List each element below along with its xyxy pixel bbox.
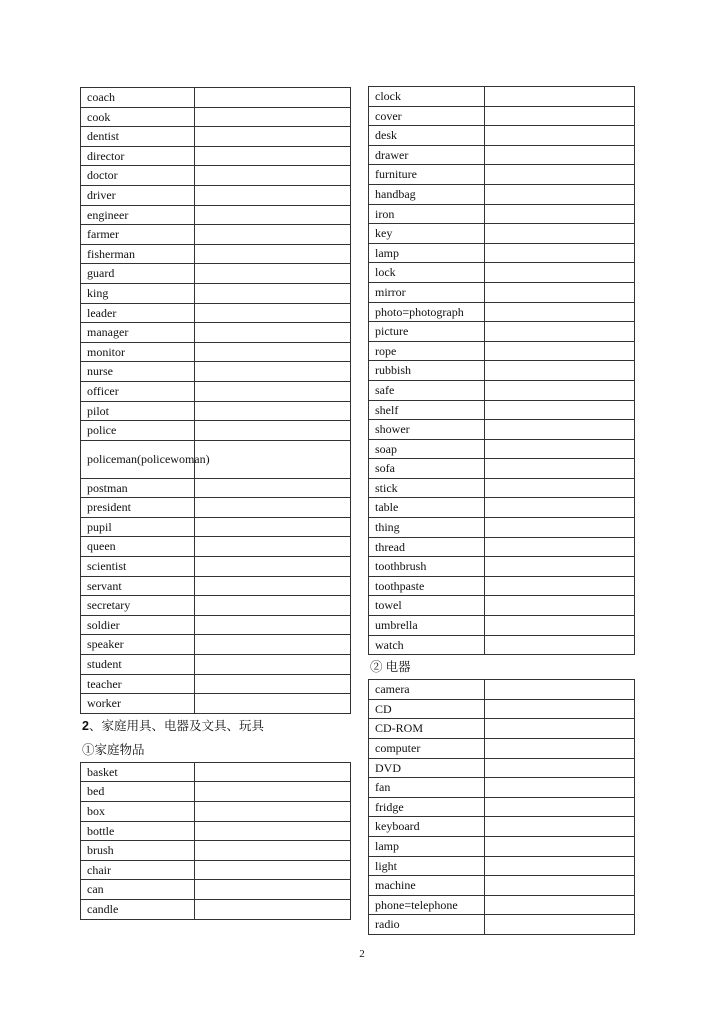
vocab-row [81,899,351,919]
section-2-number: 2 [82,718,89,733]
translation-blank [485,719,635,739]
section-2-heading [80,714,351,738]
translation-blank [195,674,351,694]
vocab-row [81,185,351,205]
vocab-word: engineer [81,205,195,225]
translation-blank [195,185,351,205]
vocab-word: umbrella [369,616,485,636]
translation-blank [485,106,635,126]
translation-blank [485,596,635,616]
translation-blank [195,841,351,861]
translation-blank [195,107,351,127]
vocab-word: bed [81,782,195,802]
vocab-row [369,778,635,798]
vocab-row [81,821,351,841]
translation-blank [195,694,351,714]
appliances-table [368,679,635,935]
vocab-row [369,719,635,739]
vocab-word: photo=photograph [369,302,485,322]
translation-blank [485,204,635,224]
translation-blank [195,362,351,382]
translation-blank [195,323,351,343]
translation-blank [485,817,635,837]
translation-blank [485,699,635,719]
vocab-row [369,145,635,165]
vocab-word: fridge [369,797,485,817]
vocab-word: lock [369,263,485,283]
vocab-word: radio [369,915,485,935]
vocab-word: guard [81,264,195,284]
vocab-word: chair [81,860,195,880]
translation-blank [195,381,351,401]
translation-blank [485,439,635,459]
vocab-word: fan [369,778,485,798]
translation-blank [195,537,351,557]
vocab-row [369,361,635,381]
occupations-table [80,87,351,714]
vocab-word: coach [81,88,195,108]
translation-blank [195,283,351,303]
translation-blank [485,459,635,479]
vocab-word: box [81,802,195,822]
translation-blank [485,400,635,420]
vocab-row [369,184,635,204]
translation-blank [195,615,351,635]
vocab-word: clock [369,87,485,107]
vocab-row [369,616,635,636]
translation-blank [195,264,351,284]
vocab-word: brush [81,841,195,861]
appliances-heading: ② 电器 [370,660,411,675]
vocab-word: can [81,880,195,900]
translation-blank [195,225,351,245]
translation-blank [485,518,635,538]
vocab-word: rubbish [369,361,485,381]
vocab-word: camera [369,680,485,700]
translation-blank [485,126,635,146]
vocab-word: student [81,655,195,675]
translation-blank [485,895,635,915]
translation-blank [195,576,351,596]
vocab-row [81,421,351,441]
translation-blank [485,915,635,935]
translation-blank [195,303,351,323]
vocab-row [369,758,635,778]
translation-blank [195,401,351,421]
vocab-row [369,302,635,322]
vocab-word: CD-ROM [369,719,485,739]
translation-blank [195,635,351,655]
vocab-word: sofa [369,459,485,479]
translation-blank [485,557,635,577]
translation-blank [195,880,351,900]
vocab-row [369,478,635,498]
vocab-word: phone=telephone [369,895,485,915]
vocab-word: thing [369,518,485,538]
vocab-word: cook [81,107,195,127]
vocab-word: computer [369,739,485,759]
vocab-word: desk [369,126,485,146]
translation-blank [485,739,635,759]
vocab-row [369,400,635,420]
vocab-row [81,615,351,635]
vocab-word: CD [369,699,485,719]
household-items-heading: ①家庭物品 [82,742,145,757]
vocab-row [81,166,351,186]
vocab-row [369,204,635,224]
vocab-row [369,243,635,263]
vocab-row [369,739,635,759]
vocab-word: scientist [81,557,195,577]
translation-blank [485,680,635,700]
vocab-row [369,224,635,244]
translation-blank [485,758,635,778]
vocab-row [81,841,351,861]
vocab-word: shelf [369,400,485,420]
vocab-word: dentist [81,127,195,147]
vocab-word: DVD [369,758,485,778]
vocab-row [81,517,351,537]
vocab-word: president [81,498,195,518]
vocab-row [369,557,635,577]
vocab-row [369,817,635,837]
vocab-row [81,596,351,616]
vocab-row [81,880,351,900]
translation-blank [485,778,635,798]
vocab-word: pupil [81,517,195,537]
vocab-row [369,439,635,459]
translation-blank [195,899,351,919]
vocab-word: toothpaste [369,576,485,596]
vocab-row [81,107,351,127]
vocab-word: postman [81,478,195,498]
translation-blank [485,836,635,856]
vocab-word: light [369,856,485,876]
vocab-row [81,127,351,147]
vocab-word: monitor [81,342,195,362]
translation-blank [485,380,635,400]
translation-blank [485,856,635,876]
vocab-row [81,88,351,108]
vocab-word: toothbrush [369,557,485,577]
vocab-row [81,283,351,303]
vocab-word: queen [81,537,195,557]
vocab-word: fisherman [81,244,195,264]
translation-blank [195,782,351,802]
vocab-word: cover [369,106,485,126]
vocab-row [81,362,351,382]
translation-blank [195,205,351,225]
vocab-row [81,762,351,782]
translation-blank [195,802,351,822]
right-column [368,86,635,935]
translation-blank [195,655,351,675]
vocab-row [369,498,635,518]
vocab-word: policeman(policewoman) [81,440,195,478]
vocab-row [81,381,351,401]
vocab-word: rope [369,341,485,361]
vocab-word: picture [369,322,485,342]
vocab-word: worker [81,694,195,714]
vocab-row [369,126,635,146]
vocab-row [369,876,635,896]
vocab-row [81,655,351,675]
vocab-word: officer [81,381,195,401]
translation-blank [485,145,635,165]
translation-blank [195,166,351,186]
vocab-word: driver [81,185,195,205]
translation-blank [485,322,635,342]
translation-blank [485,537,635,557]
vocab-word: key [369,224,485,244]
vocab-row [81,303,351,323]
vocab-row [81,674,351,694]
vocab-word: speaker [81,635,195,655]
vocab-row [81,537,351,557]
vocab-row [81,264,351,284]
translation-blank [485,302,635,322]
translation-blank [485,243,635,263]
translation-blank [485,282,635,302]
translation-blank [485,361,635,381]
vocab-word: nurse [81,362,195,382]
vocab-word: teacher [81,674,195,694]
translation-blank [195,478,351,498]
translation-blank [195,498,351,518]
vocab-row [81,440,351,478]
vocab-word: secretary [81,596,195,616]
vocab-row [81,802,351,822]
translation-blank [195,596,351,616]
vocab-word: director [81,146,195,166]
vocab-row [369,282,635,302]
vocab-row [369,420,635,440]
vocab-row [81,782,351,802]
vocab-word: thread [369,537,485,557]
translation-blank [485,165,635,185]
vocab-word: keyboard [369,817,485,837]
vocab-word: soldier [81,615,195,635]
vocab-row [369,263,635,283]
vocab-row [81,342,351,362]
vocab-word: servant [81,576,195,596]
vocab-row [369,635,635,655]
vocab-word: machine [369,876,485,896]
vocab-row [369,341,635,361]
translation-blank [485,635,635,655]
vocab-row [369,596,635,616]
page-number: 2 [359,948,365,960]
vocab-word: farmer [81,225,195,245]
household-items-table-continued [368,86,635,655]
translation-blank [195,860,351,880]
vocab-word: drawer [369,145,485,165]
vocab-word: lamp [369,243,485,263]
translation-blank [485,876,635,896]
vocab-word: towel [369,596,485,616]
translation-blank [485,224,635,244]
translation-blank [485,478,635,498]
translation-blank [485,341,635,361]
vocab-word: shower [369,420,485,440]
vocab-word: king [81,283,195,303]
vocab-row [81,498,351,518]
translation-blank [485,184,635,204]
vocab-word: mirror [369,282,485,302]
translation-blank [195,244,351,264]
vocab-row [369,165,635,185]
vocab-row [81,557,351,577]
vocab-row [369,856,635,876]
vocab-word: safe [369,380,485,400]
vocab-row [81,323,351,343]
translation-blank [195,762,351,782]
vocab-row [369,380,635,400]
vocab-row [81,225,351,245]
translation-blank [195,342,351,362]
translation-blank [485,616,635,636]
vocab-row [369,576,635,596]
vocab-row [81,478,351,498]
section-2-title: 、家庭用具、电器及文具、玩具 [88,718,264,733]
vocab-row [369,106,635,126]
translation-blank [195,440,351,478]
vocab-row [369,915,635,935]
vocab-row [369,459,635,479]
vocab-row [81,576,351,596]
left-column [80,87,351,920]
translation-blank [195,821,351,841]
translation-blank [485,420,635,440]
vocab-word: lamp [369,836,485,856]
vocab-row [81,146,351,166]
vocab-word: handbag [369,184,485,204]
translation-blank [485,498,635,518]
translation-blank [195,146,351,166]
vocab-row [369,87,635,107]
vocab-row [369,680,635,700]
translation-blank [195,517,351,537]
vocab-word: watch [369,635,485,655]
translation-blank [195,421,351,441]
vocab-row [81,401,351,421]
vocab-word: pilot [81,401,195,421]
vocab-word: basket [81,762,195,782]
vocab-row [81,860,351,880]
translation-blank [485,797,635,817]
translation-blank [485,87,635,107]
vocab-word: candle [81,899,195,919]
vocab-word: bottle [81,821,195,841]
vocab-word: iron [369,204,485,224]
vocab-word: soap [369,439,485,459]
translation-blank [195,557,351,577]
household-items-table [80,762,351,920]
vocab-row [369,836,635,856]
translation-blank [485,576,635,596]
vocab-word: stick [369,478,485,498]
vocab-row [369,699,635,719]
vocab-row [369,797,635,817]
vocab-word: table [369,498,485,518]
translation-blank [195,88,351,108]
vocab-word: manager [81,323,195,343]
vocab-row [369,322,635,342]
vocab-word: furniture [369,165,485,185]
vocab-row [81,205,351,225]
vocab-row [369,537,635,557]
vocab-row [81,244,351,264]
vocab-row [81,694,351,714]
translation-blank [195,127,351,147]
vocab-word: doctor [81,166,195,186]
vocab-row [369,895,635,915]
vocab-row [369,518,635,538]
vocab-row [81,635,351,655]
translation-blank [485,263,635,283]
vocab-word: leader [81,303,195,323]
vocab-word: police [81,421,195,441]
